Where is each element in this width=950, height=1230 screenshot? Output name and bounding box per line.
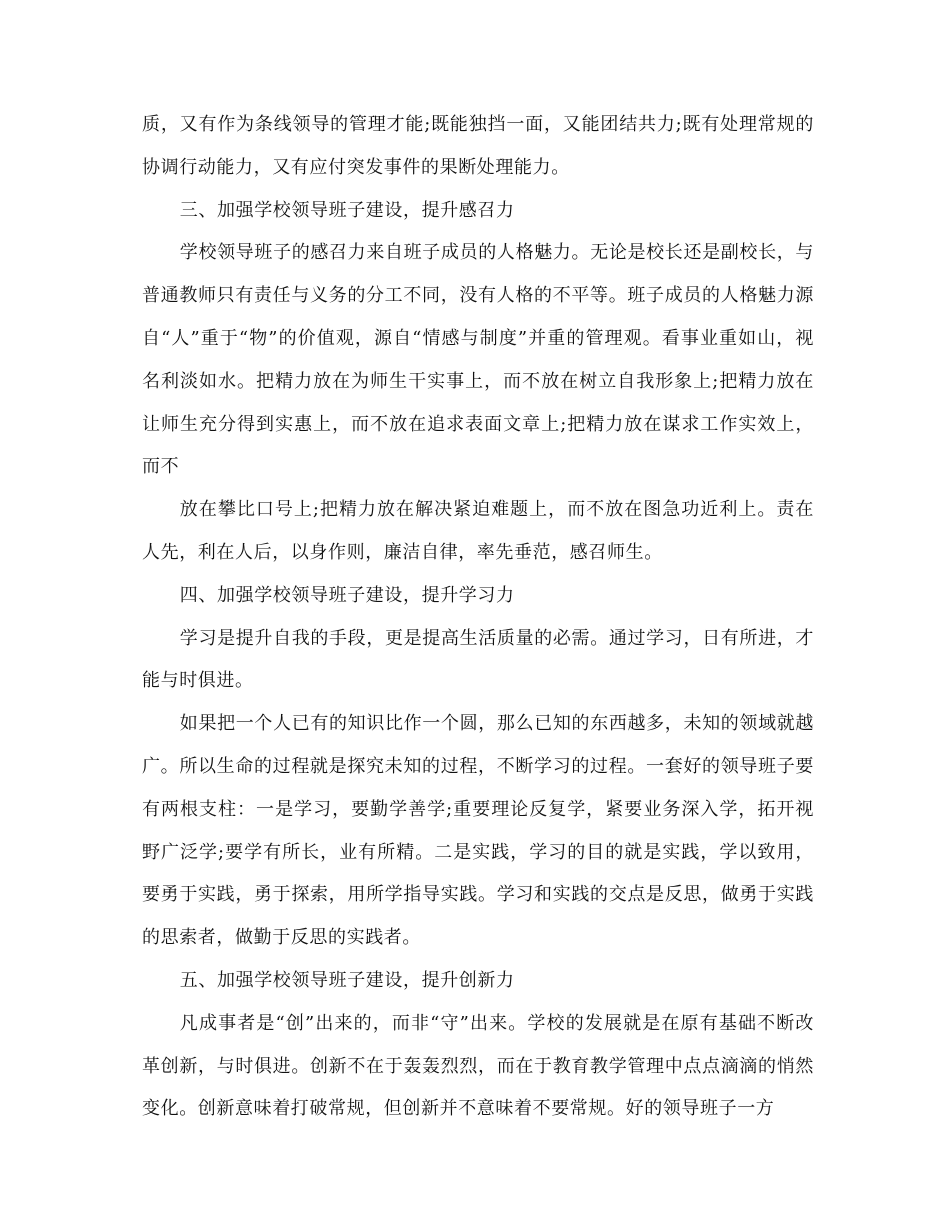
section-heading-5: 五、加强学校领导班子建设，提升创新力 — [179, 969, 515, 991]
paragraph: 学习是提升自我的手段，更是提高生活质量的必需。通过学习，日有所进，才能与时俱进。 — [142, 627, 814, 692]
paragraph: 放在攀比口号上;把精力放在解决紧迫难题上，而不放在图急功近利上。责在人先，利在人后，以身作则，廉洁自律，率先垂范，感召师生。 — [142, 499, 814, 563]
paragraph: 凡成事者是“创”出来的，而非“守”出来。学校的发展就是在原有基础不断改革创新，与时俱进。创新不在于轰轰烈烈，而在于教育教学管理中点点滴滴的悄然变化。创新意味着打破常规，但创新并不意味着不要常规。好的领导班子一方 — [142, 1012, 814, 1120]
paragraph: 学校领导班子的感召力来自班子成员的人格魅力。无论是校长还是副校长，与普通教师只有责任与义务的分工不同，没有人格的不平等。班子成员的人格魅力源自“人”重于“物”的价值观，源自“情感与制度”并重的管理观。看事业重如山，视名利淡如水。把精力放在为师生干实事上，而不放在树立自我形象上;把精力放在让师生充分得到实惠上，而不放在追求表面文章上;把精力放在谋求工作实效上，而不 — [142, 242, 814, 478]
paragraph-continued: 质，又有作为条线领导的管理才能;既能独挡一面，又能团结共力;既有处理常规的协调行动能力，又有应付突发事件的果断处理能力。 — [142, 114, 814, 178]
section-heading-4: 四、加强学校领导班子建设，提升学习力 — [179, 584, 515, 606]
document-body — [142, 104, 814, 1131]
paragraph: 如果把一个人已有的知识比作一个圆，那么已知的东西越多，未知的领域就越广。所以生命的过程就是探究未知的过程，不断学习的过程。一套好的领导班子要有两根支柱：一是学习，要勤学善学;重要理论反复学，紧要业务深入学，拓开视野广泛学;要学有所长，业有所精。二是实践，学习的目的就是实践，学以致用，要勇于实践，勇于探索，用所学指导实践。学习和实践的交点是反思，做勇于实践的思索者，做勤于反思的实践者。 — [142, 713, 814, 949]
section-heading-3: 三、加强学校领导班子建设，提升感召力 — [179, 199, 515, 221]
